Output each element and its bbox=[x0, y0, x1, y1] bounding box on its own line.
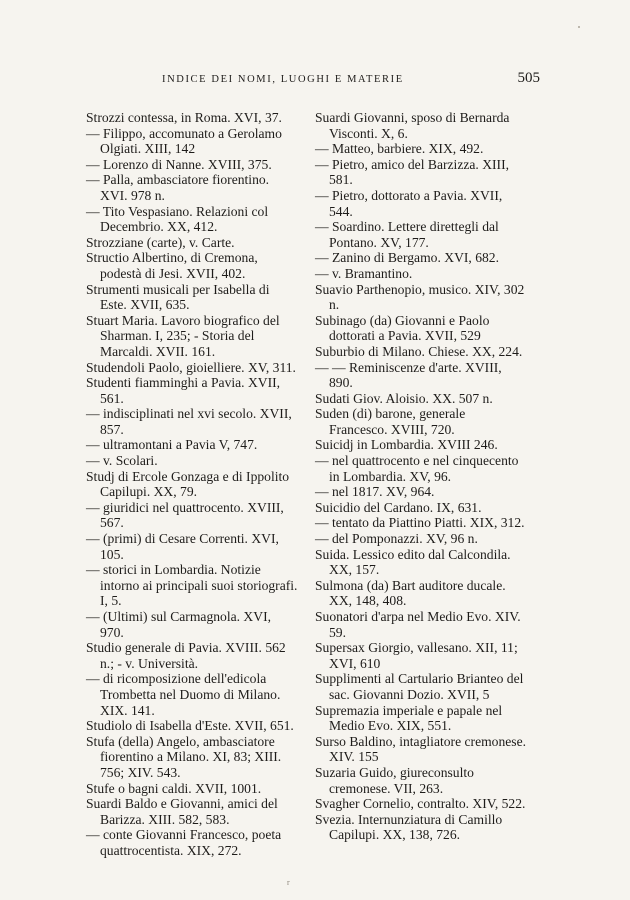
index-entry: Suden (di) barone, generale Francesco. XVIII, 720. bbox=[315, 406, 466, 437]
footer-mark: r bbox=[287, 878, 290, 887]
index-entry: Subinago (da) Giovanni e Paolo dottorati a Pavia. XVII, 529 bbox=[315, 312, 490, 344]
index-entry: — Tito Vespasiano. Relazioni col Decembrio. XX, 412. bbox=[86, 203, 269, 235]
index-entry: Structio Albertino, di Cremona, podestà di Jesi. XVII, 402. bbox=[86, 250, 258, 281]
index-entry: Stufe o bagni caldi. XVII, 1001. bbox=[86, 780, 262, 796]
index-entry: Stufa (della) Angelo, ambasciatore fiorentino a Milano. XI, 83; XIII. 756; XIV. 543. bbox=[86, 733, 282, 780]
index-entry: Surso Baldino, intagliatore cremonese. XIV. 155 bbox=[315, 733, 527, 765]
index-entry: Strozzi contessa, in Roma. XVI, 37. bbox=[86, 110, 282, 125]
index-entry: — (Ultimi) sul Carmagnola. XVI, 970. bbox=[86, 609, 271, 640]
index-entry: Supplimenti al Cartulario Brianteo del sac. Giovanni Dozio. XVII, 5 bbox=[315, 671, 524, 702]
running-header bbox=[120, 70, 540, 92]
index-entry: — giuridici nel quattrocento. XVIII, 567. bbox=[86, 499, 284, 531]
index-entry: Suburbio di Milano. Chiese. XX, 224. bbox=[315, 343, 523, 359]
index-entry: — nel 1817. XV, 964. bbox=[315, 484, 435, 500]
index-entry: — (primi) di Cesare Correnti. XVI, 105. bbox=[86, 531, 279, 562]
index-entry: Suzaria Guido, giureconsulto cremonese. VII, 263. bbox=[315, 764, 474, 796]
index-entry: Studj di Ercole Gonzaga e di Ippolito Capilupi. XX, 79. bbox=[86, 468, 290, 500]
index-entry: — v. Scolari. bbox=[86, 453, 158, 469]
index-entry: — Zanino di Bergamo. XVI, 682. bbox=[315, 250, 499, 266]
index-entry: Suonatori d'arpa nel Medio Evo. XIV. 59. bbox=[315, 609, 521, 640]
index-entry: Studiolo di Isabella d'Este. XVII, 651. bbox=[86, 718, 294, 734]
index-entry: Studenti fiamminghi a Pavia. XVII, 561. bbox=[86, 375, 281, 406]
index-entry: — Matteo, barbiere. XIX, 492. bbox=[315, 141, 484, 157]
index-entry: — di ricomposizione dell'edicola Trombetta nel Duomo di Milano. XIX. 141. bbox=[86, 671, 281, 718]
index-entry: — ultramontani a Pavia V, 747. bbox=[86, 437, 258, 453]
index-entry: Suida. Lessico edito dal Calcondila. XX, 157. bbox=[315, 546, 511, 578]
index-entry: — Palla, ambasciatore fiorentino. XVI. 978 n. bbox=[86, 172, 270, 203]
index-entry: — del Pomponazzi. XV, 96 n. bbox=[315, 531, 478, 547]
index-entry: Sudati Giov. Aloisio. XX. 507 n. bbox=[315, 390, 493, 406]
left-column bbox=[86, 110, 298, 859]
index-entry: Suavio Parthenopio, musico. XIV, 302 n. bbox=[315, 281, 525, 313]
page-number: 505 bbox=[517, 70, 540, 86]
index-entry: Stuart Maria. Lavoro biografico del Sharman. I, 235; - Storia del Marcaldi. XVII. 161. bbox=[86, 312, 280, 359]
index-entry: Suicidio del Cardano. IX, 631. bbox=[315, 499, 482, 515]
index-entry: Studendoli Paolo, gioielliere. XV, 311. bbox=[86, 359, 296, 375]
index-entry: Svezia. Internunziatura di Camillo Capilupi. XX, 138, 726. bbox=[315, 811, 503, 843]
index-entry: — conte Giovanni Francesco, poeta quattrocentista. XIX, 272. bbox=[86, 827, 282, 858]
index-entry: — v. Bramantino. bbox=[315, 265, 413, 281]
index-entry: — Lorenzo di Nanne. XVIII, 375. bbox=[86, 156, 272, 172]
index-entry: — indisciplinati nel xvi secolo. XVII, 857. bbox=[86, 406, 292, 437]
index-entry: Suardi Baldo e Giovanni, amici del Barizza. XIII. 582, 583. bbox=[86, 796, 278, 827]
index-entry: — Filippo, accomunato a Gerolamo Olgiati. XIII, 142 bbox=[86, 125, 282, 157]
index-entry: Studio generale di Pavia. XVIII. 562 n.; - v. Università. bbox=[86, 640, 286, 671]
index-entry: Suicidj in Lombardia. XVIII 246. bbox=[315, 437, 498, 453]
index-entry: — tentato da Piattino Piatti. XIX, 312. bbox=[315, 515, 525, 531]
index-entry: Supersax Giorgio, vallesano. XII, 11; XVI, 610 bbox=[315, 640, 518, 671]
index-entry: — storici in Lombardia. Notizie intorno ai principali suoi storiografi. I, 5. bbox=[86, 562, 298, 609]
header-title: INDICE DEI NOMI, LUOGHI E MATERIE bbox=[162, 74, 404, 85]
page-speck bbox=[578, 26, 580, 28]
index-entry: Strumenti musicali per Isabella di Este. XVII, 635. bbox=[86, 281, 270, 313]
index-entry: Supremazia imperiale e papale nel Medio Evo. XIX, 551. bbox=[315, 702, 503, 734]
index-entry: Suardi Giovanni, sposo di Bernarda Visconti. X, 6. bbox=[315, 110, 510, 141]
index-entry: — — Reminiscenze d'arte. XVIII, 890. bbox=[315, 359, 502, 391]
index-entry: Sulmona (da) Bart auditore ducale. XX, 148, 408. bbox=[315, 577, 506, 609]
index-entry: — Soardino. Lettere direttegli dal Pontano. XV, 177. bbox=[315, 219, 499, 250]
index-entry: — nel quattrocento e nel cinquecento in Lombardia. XV, 96. bbox=[315, 453, 519, 484]
index-entry: Strozziane (carte), v. Carte. bbox=[86, 234, 235, 250]
index-entry: — Pietro, dottorato a Pavia. XVII, 544. bbox=[315, 187, 503, 219]
index-entry: Svagher Cornelio, contralto. XIV, 522. bbox=[315, 796, 526, 812]
right-column bbox=[315, 110, 527, 843]
index-entry: — Pietro, amico del Barzizza. XIII, 581. bbox=[315, 156, 510, 188]
